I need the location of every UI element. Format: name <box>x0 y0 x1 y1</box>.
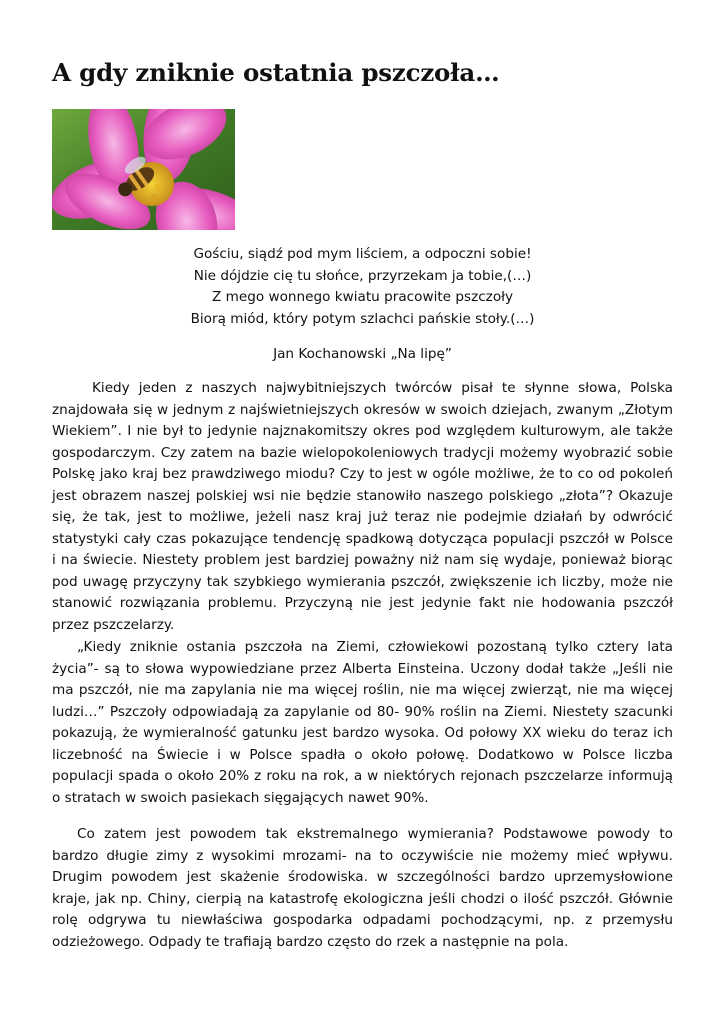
poem-line: Z mego wonnego kwiatu pracowite pszczoły <box>211 289 514 305</box>
poem-line: Nie dójdzie cię tu słońce, przyrzekam ja tobie,(…) <box>193 267 532 284</box>
paragraph-3: Co zatem jest powodem tak ekstremalnego wymierania? Podstawowe powody to bardzo długie zimy z wysokimi mrozami- na to oczywiście nie możemy mieć wpływu. Drugim powodem jest skażenie środowiska. w szczególności bardzo uprzemysłowione kraje, jak np. Chiny, cierpią na katastrofę ekologiczna jeśli chodzi o ilość pszczół. Głównie rolę odgrywa tu niewłaściwa gospodarka odpadami pochodzącymi, np. z przemysłu odzieżowego. Odpady te trafiają bardzo często do rzek a następnie na pola. <box>52 826 673 950</box>
article-title: A gdy zniknie ostatnia pszczoła… <box>52 58 500 87</box>
bee-flower-image <box>52 109 235 230</box>
poem-author: Jan Kochanowski „Na lipę” <box>273 346 452 362</box>
paragraph-1: Kiedy jeden z naszych najwybitniejszych twórców pisał te słynne słowa, Polska znajdowała się w jednym z najświetniejszych okresów w swoich dziejach, zwanym „Złotym Wiekiem”. I nie był to jedynie najznakomitszy okres pod względem kulturowym, ale także gospodarczym. Czy zatem na bazie wielopokoleniowych tradycji możemy wyobrazić sobie Polskę jako kraj bez prawdziwego miodu? Czy to jest w ogóle możliwe, że to co od pokoleń jest obrazem naszej polskiej wsi nie będzie stanowiło naszego polskiego „złota”? Okazuje się, że tak, jest to możliwe, jeżeli nasz kraj już teraz nie podejmie działań by odwrócić statystyki cały czas pokazujące tendencję spadkową dotycząca populacji pszczół w Polsce i na świecie. Niestety problem jest bardziej poważny niż nam się wydaje, ponieważ biorąc pod uwagę przyczyny tak szybkiego wymierania pszczół, zwiększenie ich liczby, może nie stanowić rozwiązania problemu. Przyczyną nie jest jedynie fakt nie hodowania pszczół przez pszczelarzy. <box>52 380 673 633</box>
paragraph-2: „Kiedy zniknie ostania pszczoła na Ziemi, człowiekowi pozostaną tylko cztery lata życia”- są to słowa wypowiedziane przez Alberta Einsteina. Uczony dodał także „Jeśli nie ma pszczół, nie ma zapylania nie ma więcej roślin, nie ma więcej zwierząt, nie ma więcej ludzi…” Pszczoły odpowiadają za zapylanie od 80- 90% roślin na Ziemi. Niestety szacunki pokazują, że wymieralność gatunku jest bardzo wysoka. Od połowy XX wieku do teraz ich liczebność na Świecie i w Polsce spadła o około połowę. Dodatkowo w Polsce liczba populacji spada o około 20% z roku na rok, a w niektórych rejonach pszczelarze informują o stratach w swoich pasiekach sięgających nawet 90%. <box>52 639 673 806</box>
poem-line: Gościu, siądź pod mym liściem, a odpoczni sobie! <box>193 246 532 262</box>
poem-line: Biorą miód, który potym szlachci pańskie stoły.(…) <box>190 310 535 327</box>
poem-quote <box>52 244 673 330</box>
